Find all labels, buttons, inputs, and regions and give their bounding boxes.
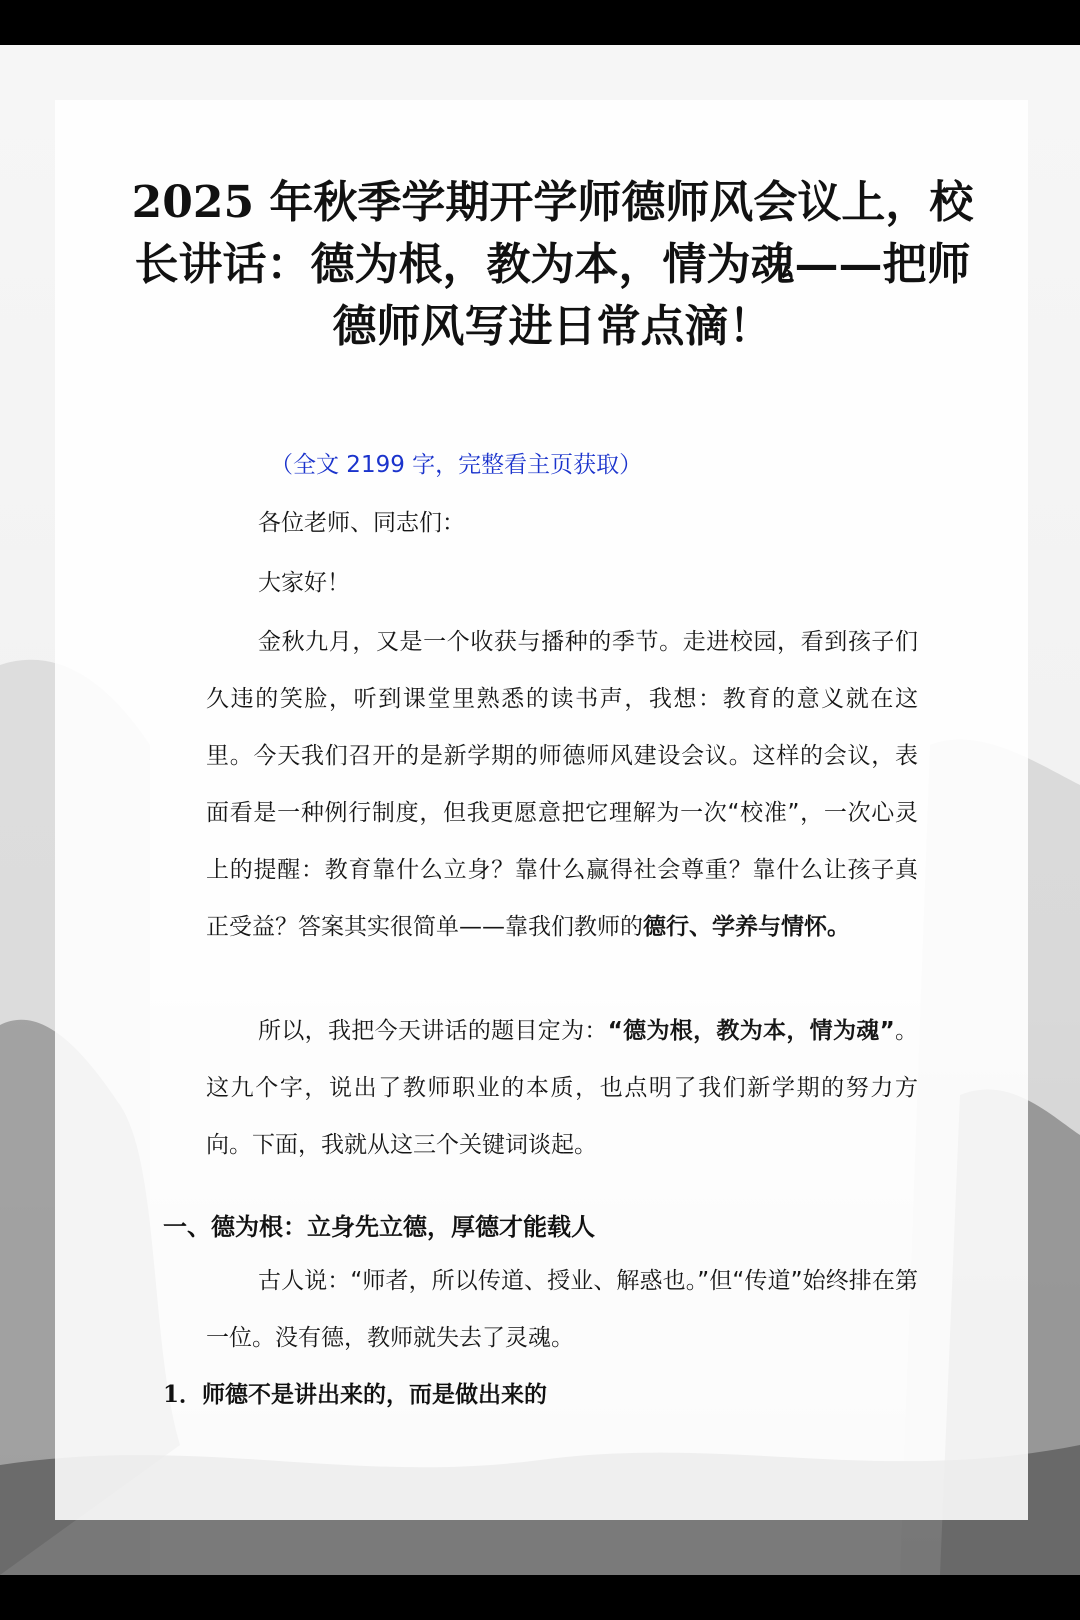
hello-line: 大家好！ bbox=[258, 570, 350, 596]
paragraph-theme-post: 。这九个字，说出了教师职业的本质，也点明了我们新学期的努力方向。下面，我就从这三个关键词谈起。 bbox=[206, 1018, 919, 1158]
paragraph-opening-bold: 德行、学养与情怀。 bbox=[643, 914, 850, 940]
greeting-line: 各位老师、同志们： bbox=[258, 510, 465, 536]
paragraph-opening bbox=[206, 614, 918, 956]
paragraph-theme bbox=[206, 1003, 918, 1174]
paragraph-opening-text: 金秋九月，又是一个收获与播种的季节。走进校园，看到孩子们久违的笑脸，听到课堂里熟悉的读书声，我想：教育的意义就在这里。今天我们召开的是新学期的师德师风建设会议。这样的会议，表面看是一种例行制度，但我更愿意把它理解为一次“校准”，一次心灵上的提醒：教育靠什么立身？靠什么赢得社会尊重？靠什么让孩子真正受益？答案其实很简单——靠我们教师的 bbox=[206, 629, 918, 940]
word-count-note: （全文 2199 字，完整看主页获取） bbox=[270, 452, 643, 478]
paragraph-virtue: 古人说：“师者，所以传道、授业、解惑也。”但“传道”始终排在第一位。没有德，教师就失去了灵魂。 bbox=[206, 1268, 918, 1351]
paragraph-theme-pre: 所以，我把今天讲话的题目定为： bbox=[258, 1018, 608, 1044]
subheading-1: 1．师德不是讲出来的，而是做出来的 bbox=[163, 1381, 548, 1408]
document-title: 2025 年秋季学期开学师德师风会议上，校长讲话：德为根，教为本，情为魂——把师德师风写进日常点滴！ bbox=[131, 177, 974, 352]
paragraph-theme-bold: “德为根，教为本，情为魂” bbox=[607, 1018, 895, 1044]
section-heading-1: 一、德为根：立身先立德，厚德才能载人 bbox=[163, 1212, 595, 1241]
